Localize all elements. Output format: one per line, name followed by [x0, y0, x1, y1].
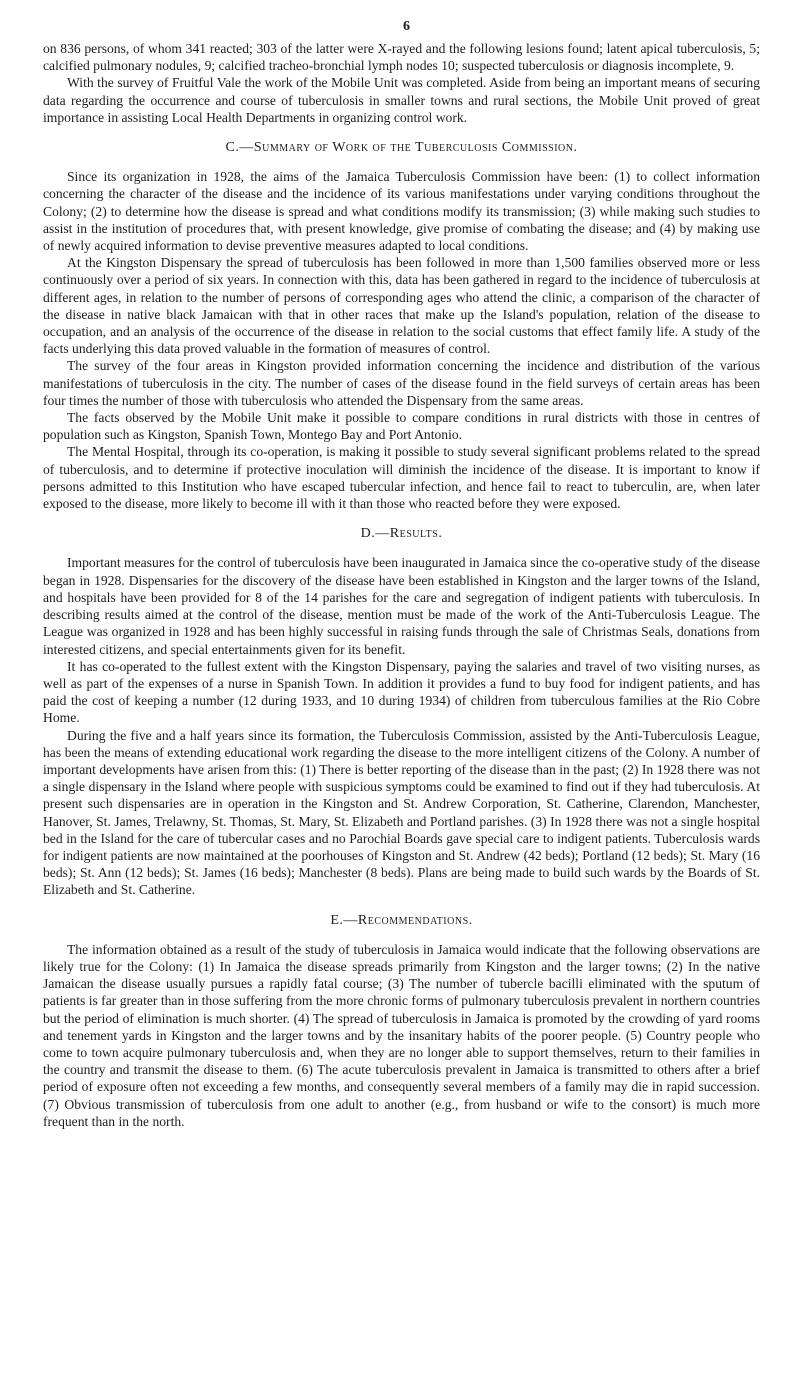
heading-section-c: C.—Summary of Work of the Tuberculosis Commission. [225, 140, 578, 156]
paragraph-e-1: The information obtained as a result of the study of tuberculosis in Jamaica would indicate that the following observations are likely true for the Colony: (1) In Jamaica the disease spreads primarily from Kingston and the larger towns; (2) In the native Jamaican the disease usually pursues a rapidly fatal course; (3) The number of tubercle bacilli eliminated with the sputum of patients is far greater than in those suffering from the more chronic forms of pulmonary tuberculosis prevalent in northern countries but the period of elimination is much shorter. (4) The spread of tuberculosis in Jamaica is promoted by the crowding of yard rooms and tenement yards in Kingston and the larger towns and by the insanitary habits of the poorer people. (5) Country people who come to town acquire pulmonary tuberculosis and, when they are no longer able to support themselves, return to their families in the country and transmit the disease to them. (6) The acute tuberculosis prevalent in Jamaica is transmitted to others after a brief period of exposure often not exceeding a few months, and consequently several members of a family may die in rapid succession. (7) Obvious transmission of tuberculosis from one adult to another (e.g., from husband or wife to the consort) is much more frequent than in the north. [43, 941, 760, 1129]
paragraph-b-tail-1: on 836 persons, of whom 341 reacted; 303 of the latter were X-rayed and the following lesions found; latent apical tuberculosis, 5; calcified pulmonary nodules, 9; calcified tracheo-bronchial lymph nodes 10; suspected tuberculosis or diagnosis incomplete, 9. [43, 41, 760, 74]
paragraph-c-4: The facts observed by the Mobile Unit make it possible to compare conditions in rural districts with those in centres of population such as Kingston, Spanish Town, Montego Bay and Port Antonio. [43, 410, 760, 443]
paragraph-b-tail-2: With the survey of Fruitful Vale the work of the Mobile Unit was completed. Aside from being an important means of securing data regarding the occurrence and course of tuberculosis in smaller towns and rural sections, the Mobile Unit proved of great importance in assisting Local Health Departments in organizing control work. [43, 75, 760, 125]
paragraph-c-5: The Mental Hospital, through its co-operation, is making it possible to study several significant problems related to the spread of tuberculosis, and to determine if protective inoculation will diminish the incidence of the disease. It is important to know if persons admitted to this Institution who have escaped tubercular infection, and hence fail to react to tuberculin, are, when later exposed to the disease, more likely to become ill with it than those who reacted before they were exposed. [43, 444, 760, 512]
heading-section-e: E.—Recommendations. [330, 912, 473, 928]
paragraph-d-1: Important measures for the control of tuberculosis have been inaugurated in Jamaica since the co-operative study of the disease began in 1928. Dispensaries for the discovery of the disease have been established in Kingston and the larger towns of the Island, and hospitals have been provided for 8 of the 14 parishes for the care and segregation of indigent patients with tuberculosis. In describing results aimed at the control of the disease, mention must be made of the work of the Anti-Tuberculosis League. The League was organized in 1928 and has been highly successful in raising funds through the sale of Christmas Seals, donations from interested citizens, and special entertainments given for its benefit. [43, 555, 760, 657]
paragraph-d-2: It has co-operated to the fullest extent with the Kingston Dispensary, paying the salaries and travel of two visiting nurses, as well as part of the expenses of a nurse in Spanish Town. In addition it provides a fund to buy food for indigent patients, and has paid the cost of keeping a number (12 during 1933, and 10 during 1934) of children from tuberculous families at the Rio Cobre Home. [43, 658, 760, 726]
paragraph-c-1: Since its organization in 1928, the aims of the Jamaica Tuberculosis Commission have been: (1) to collect information concerning the character of the disease and the incidence of its various manifestations under varying conditions throughout the Colony; (2) to determine how the disease is spread and what conditions modify its transmission; (3) while making such studies to assist in the institution of procedures that, with present knowledge, give promise of combating the disease; and (4) by making use of newly acquired information to devise preventive measures adapted to local conditions. [43, 169, 760, 254]
page-number: 6 [403, 19, 410, 34]
heading-section-d: D.—Results. [360, 526, 443, 542]
paragraph-c-2: At the Kingston Dispensary the spread of tuberculosis has been followed in more than 1,500 families observed more or less continuously over a period of six years. In connection with this, data has been gathered in regard to the incidence of tuberculosis at different ages, in relation to the number of persons of corresponding ages who attend the clinic, a comparison of the character of the disease in native black Jamaican with that in other races that make up the Island's population, relation of the disease to occupation, and an analysis of the occurrence of the disease in relation to the social customs that effect family life. A study of the facts underlying this data proved valuable in the formation of measures of control. [43, 255, 760, 357]
paragraph-d-3: During the five and a half years since its formation, the Tuberculosis Commission, assisted by the Anti-Tuberculosis League, has been the means of extending educational work regarding the disease to the more intelligent citizens of the Colony. A number of important developments have arisen from this: (1) There is better reporting of the disease than in the past; (2) In 1928 there was not a single dispensary in the Island where people with suspicious symptoms could be examined to find out if they had tuberculosis. At present such dispensaries are in operation in the Kingston and St. Andrew Corporation, St. Catherine, Clarendon, Manchester, Hanover, St. James, Trelawny, St. Thomas, St. Mary, St. Elizabeth and Portland parishes. (3) In 1928 there was not a single hospital bed in the Island for the care of tubercular cases and no Parochial Boards gave special care to indigent patients. Tuberculosis wards for indigent patients are now maintained at the poorhouses of Kingston and St. Andrew (42 beds); Portland (12 beds); St. Mary (16 beds); St. Ann (12 beds); St. James (16 beds); Manchester (8 beds). Plans are being made to build such wards by the Boards of St. Elizabeth and St. Catherine. [43, 727, 760, 898]
paragraph-c-3: The survey of the four areas in Kingston provided information concerning the incidence and distribution of the various manifestations of tuberculosis in the city. The number of cases of the disease found in the field surveys of certain areas has been four times the number of those with tuberculosis who attended the Dispensary from the same areas. [43, 358, 760, 408]
